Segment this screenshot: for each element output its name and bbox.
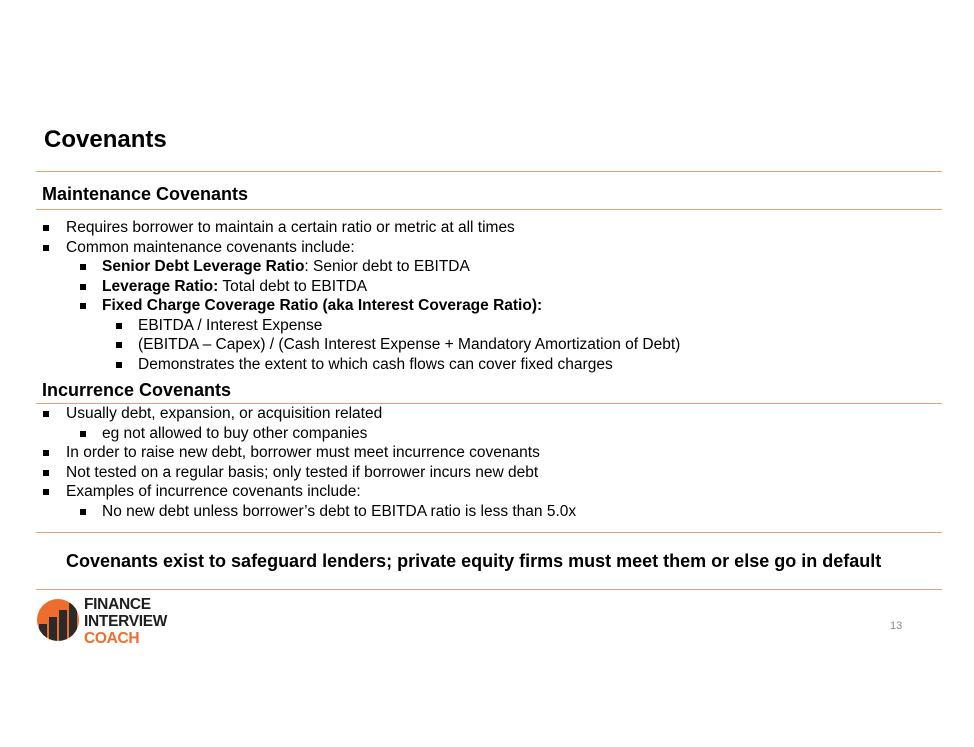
bullet-text: No new debt unless borrower’s debt to EBITDA ratio is less than 5.0x — [102, 502, 577, 520]
bullet-item — [42, 296, 680, 316]
bullet-item — [42, 257, 680, 277]
bullet-bold-term: Senior Debt Leverage Ratio — [102, 258, 305, 275]
callout-top-divider — [36, 532, 942, 533]
bullet-text: : Senior debt to EBITDA — [304, 258, 470, 275]
bullet-text: Total debt to EBITDA — [218, 277, 368, 295]
logo-line-2: INTERVIEW — [84, 613, 168, 630]
bullet-text: Requires borrower to maintain a certain ratio or metric at all times — [66, 219, 515, 236]
title-divider — [36, 171, 942, 172]
callout-bottom-divider — [36, 589, 942, 590]
incurrence-heading: Incurrence Covenants — [42, 380, 232, 400]
bullet-item — [42, 502, 576, 522]
maintenance-divider — [36, 209, 942, 210]
finance-interview-coach-logo — [36, 596, 186, 648]
slide-title: Covenants — [44, 126, 167, 153]
page-number: 13 — [890, 620, 903, 632]
incurrence-list — [42, 404, 576, 521]
bullet-item — [42, 218, 680, 238]
bullet-item — [42, 277, 680, 297]
bullet-item — [42, 355, 680, 375]
bullet-bold-term: Fixed Charge Coverage Ratio (aka Interest Coverage Ratio): — [102, 297, 543, 314]
bullet-text: In order to raise new debt, borrower must meet incurrence covenants — [66, 444, 540, 461]
bullet-bold-term: Leverage Ratio: — [102, 277, 219, 295]
bullet-text: Not tested on a regular basis; only tested if borrower incurs new debt — [66, 463, 539, 481]
bullet-text: Demonstrates the extent to which cash flows can cover fixed charges — [138, 355, 613, 373]
bullet-item — [42, 424, 576, 444]
bullet-item — [42, 443, 576, 463]
bullet-item — [42, 238, 680, 258]
bullet-text: Usually debt, expansion, or acquisition related — [66, 405, 383, 422]
bullet-item — [42, 404, 576, 424]
bullet-item — [42, 482, 576, 502]
logo-line-3: COACH — [84, 630, 140, 647]
logo-mark-icon — [36, 598, 80, 644]
bullet-text: Common maintenance covenants include: — [66, 238, 355, 256]
bullet-item — [42, 316, 680, 336]
bullet-text: EBITDA / Interest Expense — [138, 316, 323, 334]
bullet-item — [42, 463, 576, 483]
bullet-text: Examples of incurrence covenants include: — [66, 483, 361, 500]
maintenance-list — [42, 218, 680, 374]
logo-line-1: FINANCE — [84, 596, 151, 613]
bullet-text: (EBITDA – Capex) / (Cash Interest Expense + Mandatory Amortization of Debt) — [138, 336, 681, 353]
callout-text: Covenants exist to safeguard lenders; private equity firms must meet them or else go in default — [66, 551, 882, 571]
maintenance-heading: Maintenance Covenants — [42, 184, 249, 204]
bullet-text: eg not allowed to buy other companies — [102, 424, 368, 442]
bullet-item — [42, 335, 680, 355]
